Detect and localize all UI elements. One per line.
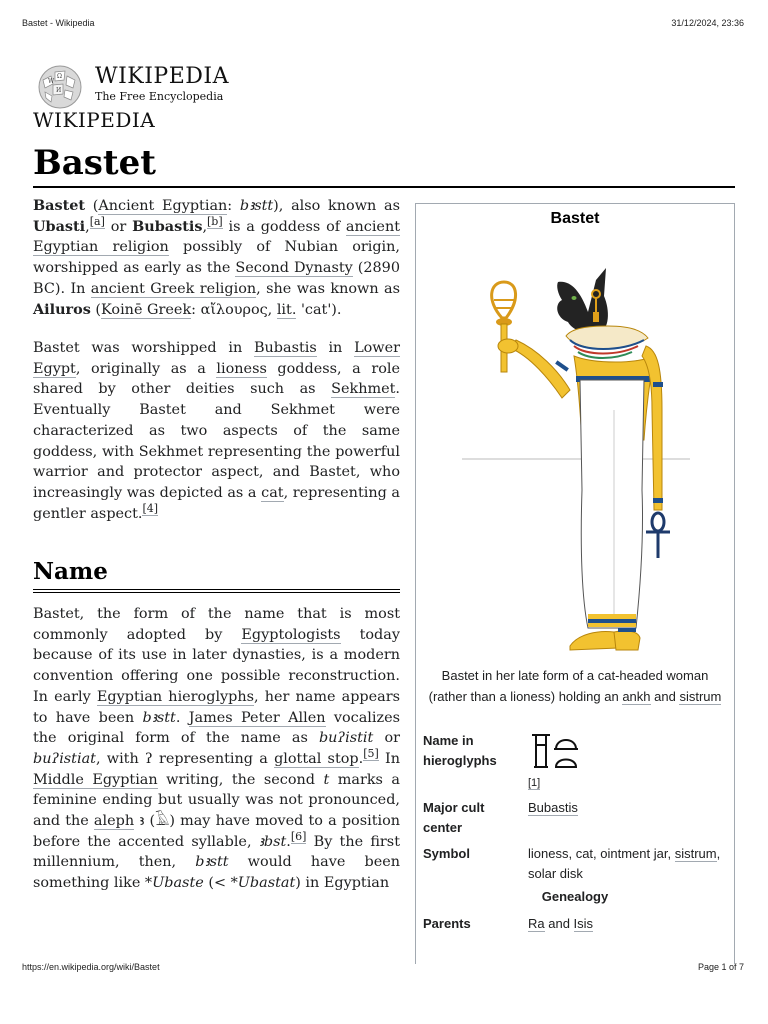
ref-1-link[interactable]: [1] bbox=[528, 777, 541, 789]
infobox-caption: Bastet in her late form of a cat-headed woman (rather than a lioness) holding an ankh and sistrum bbox=[428, 668, 722, 704]
print-footer-url: https://en.wikipedia.org/wiki/Bastet bbox=[22, 962, 160, 972]
link-aleph[interactable]: aleph bbox=[93, 813, 135, 830]
infobox-label-cult-center: Major cult center bbox=[423, 800, 485, 835]
hieroglyph-icon bbox=[528, 731, 584, 771]
bastet-illustration[interactable] bbox=[458, 260, 698, 660]
link-bubastis[interactable]: Bubastis bbox=[253, 340, 317, 356]
infobox-row-hieroglyphs bbox=[423, 731, 728, 791]
link-bubastis-infobox[interactable]: Bubastis bbox=[528, 800, 578, 815]
ref-4-link[interactable]: [4] bbox=[142, 501, 159, 515]
link-egyptologists[interactable]: Egyptologists bbox=[241, 626, 341, 643]
link-lioness[interactable]: lioness bbox=[216, 360, 267, 377]
link-koine-greek[interactable]: Koinē Greek bbox=[101, 301, 192, 318]
title-divider bbox=[33, 186, 735, 188]
link-sekhmet[interactable]: Sekhmet bbox=[331, 381, 396, 398]
infobox-genealogy-heading: Genealogy bbox=[541, 889, 609, 904]
link-james-peter-allen[interactable]: James Peter Allen bbox=[188, 709, 326, 726]
wikipedia-globe-icon bbox=[33, 64, 87, 110]
link-sistrum[interactable]: sistrum bbox=[679, 688, 722, 704]
print-header-datetime: 31/12/2024, 23:36 bbox=[671, 18, 744, 28]
link-ancient-egyptian-religion[interactable]: ancient Egyptian religion bbox=[33, 218, 400, 256]
wikipedia-wordmark: WIKIPEDIA bbox=[95, 64, 230, 89]
infobox bbox=[415, 203, 735, 964]
footnote-b-link[interactable]: [b] bbox=[207, 214, 223, 228]
wikipedia-logo[interactable] bbox=[33, 62, 333, 134]
infobox-label-hieroglyphs: Name in hieroglyphs bbox=[423, 733, 497, 768]
link-glottal-stop[interactable]: glottal stop bbox=[274, 750, 359, 767]
infobox-value-hieroglyphs bbox=[528, 731, 728, 789]
section-divider-2 bbox=[33, 592, 400, 593]
section-heading-name: Name bbox=[33, 558, 108, 585]
infobox-value-parents: Ra and Isis bbox=[528, 916, 594, 931]
wikipedia-wordmark-secondary: WIKIPEDIA bbox=[33, 108, 156, 132]
infobox-value-symbol: lioness, cat, ointment jar, sistrum, solar disk bbox=[528, 846, 721, 881]
infobox-label-symbol: Symbol bbox=[423, 846, 470, 861]
svg-text:И: И bbox=[56, 87, 62, 94]
print-footer-page: Page 1 of 7 bbox=[697, 962, 744, 972]
aleph-glyph: 𓄿 bbox=[155, 813, 170, 830]
print-header-title: Bastet - Wikipedia bbox=[22, 18, 95, 28]
link-ancient-egyptian[interactable]: Ancient Egyptian bbox=[98, 198, 228, 214]
lead-paragraph: Bastet (Ancient Egyptian: bꜣstt), also known as Ubasti,[a] or Bubastis,[b] is a goddess of ancient Egyptian religion possibly of Nubian origin, worshipped as early as the Second Dynasty (2890 BC). In ancient Greek religion, she was known as Ailuros (Koinē Greek: αἴλουρος, lit. 'cat'). bbox=[33, 197, 400, 318]
infobox-row-symbol bbox=[423, 844, 728, 884]
link-ra[interactable]: Ra bbox=[528, 916, 545, 931]
link-sistrum-infobox[interactable]: sistrum bbox=[674, 846, 717, 861]
footnote-a-link[interactable]: [a] bbox=[89, 214, 105, 228]
link-literally[interactable]: lit. bbox=[276, 301, 297, 318]
second-paragraph: Bastet was worshipped in Bubastis in Lower Egypt, originally as a lioness goddess, a role shared by other deities such as Sekhmet. Eventually Bastet and Sekhmet were characterized as two aspects of the same goddess, with Sekhmet representing the powerful warrior and protector aspect, and Bastet, who increasingly was depicted as a cat, representing a gentler aspect.[4] bbox=[33, 340, 401, 522]
link-lower-egypt[interactable]: Lower Egypt bbox=[33, 340, 400, 377]
infobox-title: Bastet bbox=[550, 210, 600, 227]
link-cat[interactable]: cat bbox=[261, 484, 284, 501]
link-second-dynasty[interactable]: Second Dynasty bbox=[235, 260, 353, 277]
infobox-label-parents: Parents bbox=[423, 916, 471, 931]
section-divider bbox=[33, 589, 400, 590]
link-ankh[interactable]: ankh bbox=[622, 688, 651, 704]
page-title: Bastet bbox=[33, 143, 156, 183]
link-egyptian-hieroglyphs[interactable]: Egyptian hieroglyphs bbox=[96, 688, 255, 705]
name-section-paragraph: Bastet, the form of the name that is most commonly adopted by Egyptologists today because of its use in later dynasties, is a modern convention offering one possible reconstruction. In early Egyptian hieroglyphs, her name appears to have been bꜣstt. James Peter Allen vocalizes the original form of the name as buʔistit or buʔistiat, with ʔ representing a glottal stop.[5] In Middle Egyptian writing, the second t marks a feminine ending but usually was not pronounced, and the aleph ꜣ (𓄿) may have moved to a position before the accented syllable, ꜣbst.[6] By the first millennium, then, bꜣstt would have been something like *Ubaste (< *Ubastat) in Egyptian bbox=[33, 606, 401, 892]
ref-5-link[interactable]: [5] bbox=[363, 747, 379, 761]
link-middle-egyptian[interactable]: Middle Egyptian bbox=[33, 771, 158, 788]
svg-text:Ω: Ω bbox=[57, 73, 62, 80]
ref-6-link[interactable]: [6] bbox=[290, 829, 307, 843]
link-ancient-greek-religion[interactable]: ancient Greek religion bbox=[90, 280, 257, 297]
svg-text:W: W bbox=[48, 78, 55, 85]
lead-term-bastet: Bastet bbox=[33, 197, 86, 214]
infobox-row-parents bbox=[423, 914, 728, 938]
infobox-row-cult-center bbox=[423, 798, 728, 838]
wikipedia-tagline: The Free Encyclopedia bbox=[95, 90, 224, 103]
link-isis[interactable]: Isis bbox=[573, 916, 594, 931]
